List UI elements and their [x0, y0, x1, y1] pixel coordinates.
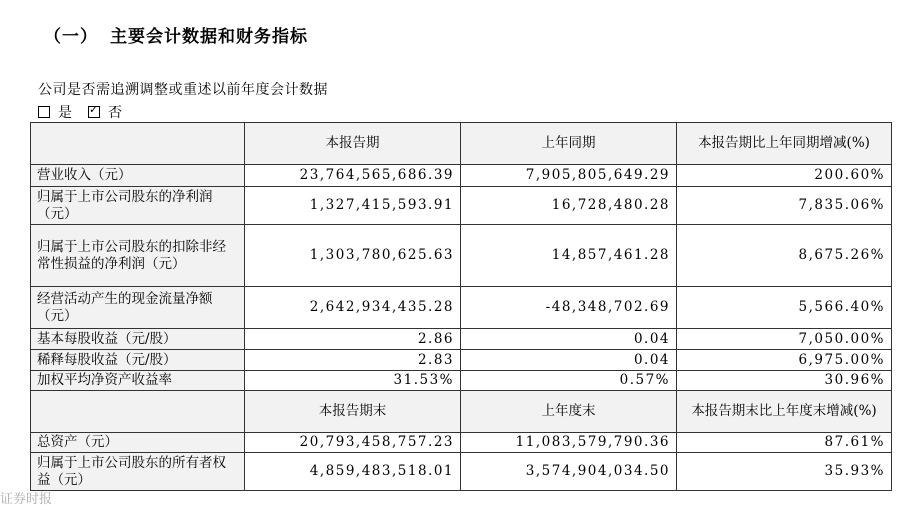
option-yes — [38, 105, 80, 121]
checkbox-checked-icon — [88, 106, 100, 118]
column-header — [31, 123, 245, 165]
checkbox-unchecked-icon — [38, 106, 50, 118]
cell-current: 31.53% — [245, 371, 461, 391]
section-title — [44, 22, 308, 47]
cell-prior: -48,348,702.69 — [461, 287, 677, 329]
row-label: 归属于上市公司股东的扣除非经常性损益的净利润（元） — [31, 225, 245, 287]
cell-prior: 16,728,480.28 — [461, 187, 677, 225]
table-row — [31, 165, 892, 187]
column-header: 本报告期比上年同期增减(%) — [677, 123, 892, 165]
cell-change: 35.93% — [677, 453, 892, 491]
cell-prior: 0.57% — [461, 371, 677, 391]
cell-current: 20,793,458,757.23 — [245, 433, 461, 453]
column-header: 上年同期 — [461, 123, 677, 165]
cell-current: 2.86 — [245, 329, 461, 350]
section-number: （一） — [44, 27, 98, 47]
financial-data-table — [30, 122, 892, 491]
table-row — [31, 329, 892, 350]
row-label: 经营活动产生的现金流量净额（元） — [31, 287, 245, 329]
cell-change: 7,050.00% — [677, 329, 892, 350]
row-label: 加权平均净资产收益率 — [31, 371, 245, 391]
cell-change: 5,566.40% — [677, 287, 892, 329]
cell-current: 4,859,483,518.01 — [245, 453, 461, 491]
table-row — [31, 225, 892, 287]
cell-current: 2,642,934,435.28 — [245, 287, 461, 329]
section-title-text: 主要会计数据和财务指标 — [110, 27, 308, 47]
cell-current: 23,764,565,686.39 — [245, 165, 461, 187]
cell-change: 30.96% — [677, 371, 892, 391]
cell-prior: 11,083,579,790.36 — [461, 433, 677, 453]
option-no-label: 否 — [108, 105, 122, 121]
cell-change: 8,675.26% — [677, 225, 892, 287]
table-header-row — [31, 123, 892, 165]
table-row — [31, 433, 892, 453]
table-header-row — [31, 391, 892, 433]
option-no — [88, 105, 130, 121]
column-header: 本报告期末比上年度末增减(%) — [677, 391, 892, 433]
cell-change: 6,975.00% — [677, 350, 892, 371]
table-row — [31, 350, 892, 371]
restatement-options — [38, 102, 138, 122]
column-header: 上年度末 — [461, 391, 677, 433]
cell-current: 2.83 — [245, 350, 461, 371]
table-row — [31, 453, 892, 491]
row-label: 营业收入（元） — [31, 165, 245, 187]
cell-prior: 3,574,904,034.50 — [461, 453, 677, 491]
row-label: 归属于上市公司股东的所有者权益（元） — [31, 453, 245, 491]
row-label: 基本每股收益（元/股） — [31, 329, 245, 350]
column-header — [31, 391, 245, 433]
cell-prior: 0.04 — [461, 350, 677, 371]
row-label: 总资产（元） — [31, 433, 245, 453]
row-label: 稀释每股收益（元/股） — [31, 350, 245, 371]
cell-change: 87.61% — [677, 433, 892, 453]
row-label: 归属于上市公司股东的净利润（元） — [31, 187, 245, 225]
cell-current: 1,327,415,593.91 — [245, 187, 461, 225]
cell-change: 200.60% — [677, 165, 892, 187]
restatement-question: 公司是否需追溯调整或重述以前年度会计数据 — [38, 82, 328, 98]
table-row — [31, 371, 892, 391]
option-yes-label: 是 — [58, 105, 72, 121]
table-row — [31, 187, 892, 225]
cell-prior: 14,857,461.28 — [461, 225, 677, 287]
table-row — [31, 287, 892, 329]
cell-prior: 7,905,805,649.29 — [461, 165, 677, 187]
cell-change: 7,835.06% — [677, 187, 892, 225]
column-header: 本报告期 — [245, 123, 461, 165]
column-header: 本报告期末 — [245, 391, 461, 433]
cell-prior: 0.04 — [461, 329, 677, 350]
cell-current: 1,303,780,625.63 — [245, 225, 461, 287]
watermark: 证券时报 — [0, 492, 53, 507]
